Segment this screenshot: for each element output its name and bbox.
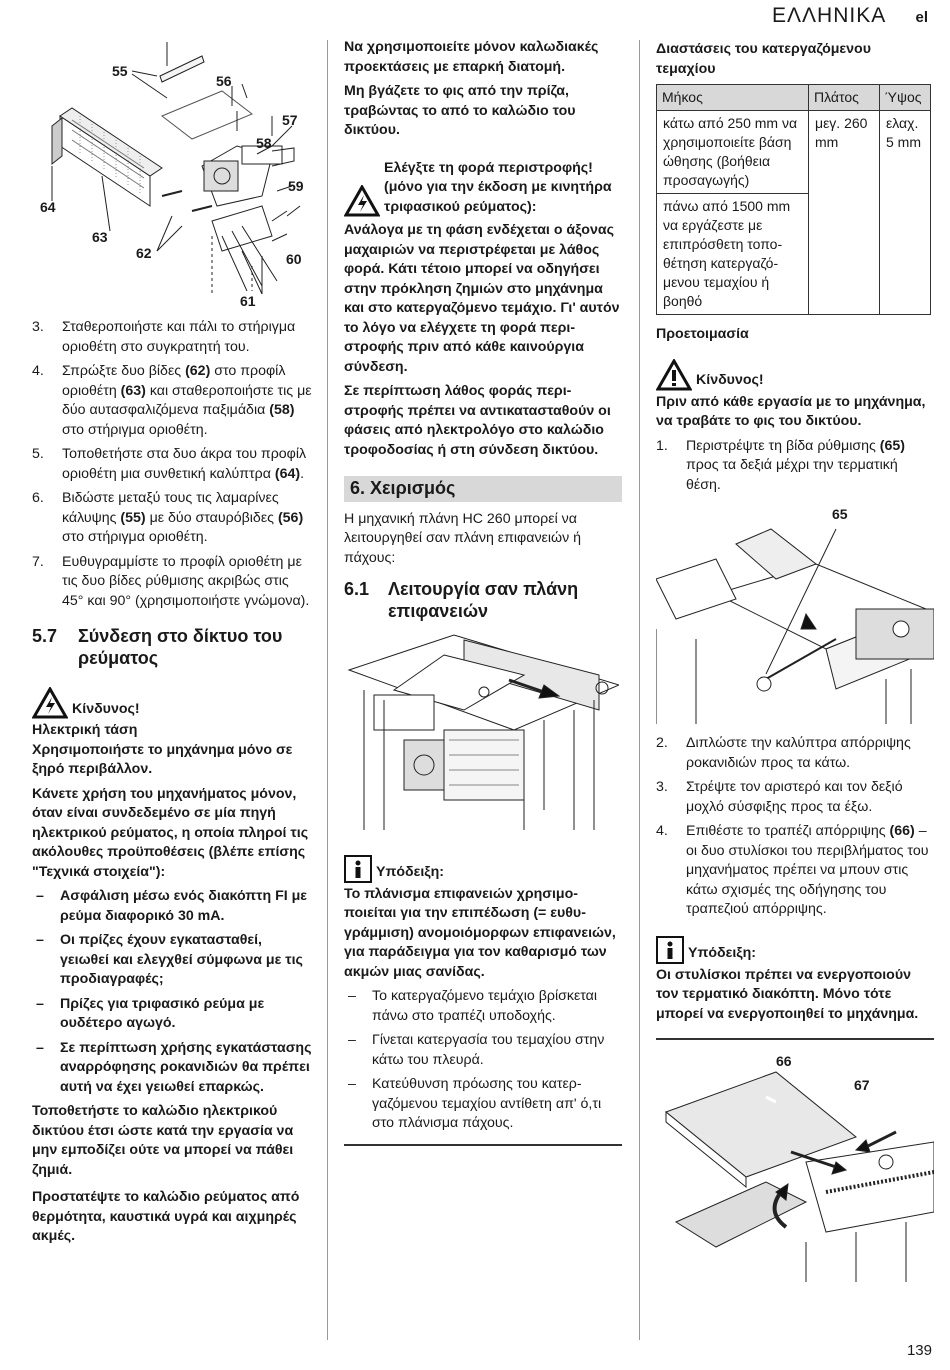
column-1: 55 56 57 58 59 60 61 62 63 64 3. Σταθεροποιήστε και πάλι το στήριγμα οριοθέτη στο συγκρατητή του. 4. Σπρώξτε δυο βίδες (62) στο προφίλ οριοθέτη (63) και σταθεροποιήστε τις με δύο αυτασφαλιζόμενα παξιμάδια (58) στο στήριγμα οριοθέτη. 5. Τοποθετήστε στα δυο άκρα του προφίλ οριοθέτη μια συνθετική καλύπτρα (64). 6. Βιδώστε μεταξύ τους τις λαμαρίνες κάλυψης (55) με δύο σταυρόβιδες (56) στο στήριγμα οριοθέτη. 7. Ευθυγραμμίστε το προφίλ οριοθέτη με τις δυο βίδες ρύθμισης ακριβώς στις 45° και 90° (χρησιμοποιήστε γνώμονα). 5.7 Σύνδεση στο δίκτυο του ρεύματος Κίνδυνος! Ηλεκτρική τάση Χρησιμοποιήστε το μηχάνημα μόνο σε ξηρό περιβάλλον. Κάνετε χρήση του μηχανήματος μόνον, όταν είναι συνδεδεμένο σε μία πηγή ηλεκτρικού ρεύματος, η οποία πληροί τις ακόλουθες προϋποθέσεις (βλέπε επίσης "Τεχνικά στοιχεία"): – Ασφάλιση μέσω ενός διακόπτη FI με ρεύμα διαφορικό 30 mA. – Οι πρίζες έχουν εγκατασταθεί, γειωθεί και ελεγχθεί σύμφωνα με τις προδιαγραφές; – Πρίζες για τριφασικό ρεύμα με ουδέτερο αγωγό. – Σε περίπτωση χρήσης εγκατάστασης αναρρόφησης ροκανιδιών θα πρέπει αυτή να έχει γειωθεί επαρκώς. Τοποθετήστε το καλώδιο ηλεκτρικού δικτύου έτσι ώστε κατά την εργασία να μην εμποδίζει ούτε να μπορεί να πάθει ζημιά. Προστατέψτε το καλώδιο ρεύματος από θερμότητα, καυστικά υγρά και αιχμηρές ακμές. [32, 0, 312, 1252]
callout-56: 56 [216, 73, 232, 89]
column-2: Να χρησιμοποιείτε μόνον καλωδιακές προεκτάσεις με επαρκή διατομή. Μη βγάζετε το φις από την πρίζα, τραβώντας το από το καλώδιο του δικτύου. Ελέγξτε τη φορά περιστροφής! (μόνο για την έκδοση με κινητήρα τριφασικού ρεύματος): Ανάλογα με τη φάση ενδέχεται ο άξονας μαχαιριών να περιστρέφεται με λάθος φορά. Κάτι τέτοιο μπορεί να οδηγήσει στην πρόκληση ζημιών στο μηχάνημα και στο κατεργαζόμενο τεμάχιο. Γι' αυτόν το λόγο να ελέγχετε τη φορά περιστροφής πριν από κάθε καινούργια σύνδεση. Σε περίπτωση λάθος φοράς περιστροφής πρέπει να αντικατασταθούν οι φάσεις από ηλεκτρολόγο στο καλώδιο τροφοδοσίας ή στη σύνδεση δικτύου. 6. Χειρισμός Η μηχανική πλάνη HC 260 μπορεί να λειτουργηθεί σαν πλάνη επιφανειών ή πάχους: 6.1 Λειτουργία σαν πλάνη επιφανειών Υπόδειξη: Το πλάνισμα επιφανειών χρησιμοποιείται για την επιπέδωση (= ευθυγράμμιση) ανομοιόμορφων επιφανειών, για παράδειγμα για τον καθαρισμό των ακμών μιας σανίδας. – Το κατεργαζόμενο τεμάχιο βρίσκεται πάνω στο τραπέζι υποδοχής. – Γίνεται κατεργασία του τεμαχίου στην κάτω του πλευρά. – Κατεύθυνση πρόωσης του κατεργαζόμενου τεμαχίου αντίθετη απ' ό,τι στο πλάνισμα πάχους. [344, 38, 622, 1146]
column-header: Ύψος [880, 85, 931, 111]
planer-table-drawing [656, 509, 934, 724]
section-heading-6: 6. Χειρισμός [344, 476, 622, 502]
ejection-table-drawing [656, 1052, 934, 1282]
callout-62: 62 [136, 245, 152, 261]
danger-heading: Κίνδυνος! [656, 359, 934, 391]
section-end-rule [344, 1144, 622, 1146]
list-item: 4. Επιθέστε το τραπέζι απόρριψης (66) – οι δυο στυλίσκοι του περιβλήματος του μηχανήματος πρέπει να μπουν στις κάτω σχισμές της οδήγησης του τραπεζιού απόρριψης. [656, 823, 929, 917]
power-requirements-list [32, 887, 312, 1097]
section-heading-5-7: 5.7 Σύνδεση στο δίκτυο του ρεύματος [32, 626, 283, 668]
list-item: – Ασφάλιση μέσω ενός διακόπτη FI με ρεύμα διαφορικό 30 mA. [36, 888, 308, 924]
callout-64: 64 [40, 199, 56, 215]
language-code: el [915, 9, 928, 26]
list-item: – Κατεύθυνση πρόωσης του κατεργαζόμενου τεμαχίου αντίθετη απ' ό,τι στο πλάνισμα πάχους. [348, 1076, 602, 1131]
rotation-warning-heading: Ελέγξτε τη φορά περιστροφής! (μόνο για την έκδοση με κινητήρα τριφασικού ρεύματος): [344, 159, 622, 218]
list-item: 2. Διπλώστε την καλύπτρα απόρριψης ροκανιδιών προς τα κάτω. [656, 735, 911, 771]
callout-66: 66 [776, 1053, 792, 1069]
surface-planing-list [344, 987, 622, 1134]
voltage-title: Ηλεκτρική τάση [32, 722, 138, 738]
table-row: πάνω από 1500 mm να εργάζεστε με επιπρόσθετη τοποθέτηση κατεργαζόμενου τεμαχίου ή βοηθό [657, 194, 931, 315]
list-item: – Σε περίπτωση χρήσης εγκατάστασης αναρρόφησης ροκανιδιών θα πρέπει αυτή να έχει γειωθεί επαρκώς. [36, 1039, 312, 1095]
preparation-steps [656, 734, 934, 920]
list-item: 1. Περιστρέψτε τη βίδα ρύθμισης (65) προς τα δεξιά μέχρι την τερματική θέση. [656, 437, 906, 493]
dimensions-title: Διαστάσεις του κατεργαζόμενου τεμαχίου [656, 41, 871, 77]
callout-65: 65 [832, 506, 848, 522]
list-item: – Γίνεται κατεργασία του τεμαχίου στην κάτω του πλευρά. [348, 1032, 605, 1068]
workpiece-dimensions-table [656, 84, 931, 315]
callout-60: 60 [286, 251, 302, 267]
table-row: κάτω από 250 mm να χρησιμοποιείτε βάση ώθησης (βοήθεια προσαγωγής) μεγ. 260 mm ελαχ. 5 mm [657, 111, 931, 194]
list-item: 4. Σπρώξτε δυο βίδες (62) στο προφίλ οριοθέτη (63) και σταθεροποιήστε τις με δύο αυτασφαλιζόμενα παξιμάδια (58) στο στήριγμα οριοθέτη. [32, 363, 312, 438]
danger-heading: Κίνδυνος! [32, 687, 312, 719]
warning-icon [656, 359, 692, 391]
list-item: – Πρίζες για τριφασικό ρεύμα με ουδέτερο αγωγό. [36, 995, 265, 1031]
callout-61: 61 [240, 293, 256, 309]
list-item: – Το κατεργαζόμενο τεμάχιο βρίσκεται πάνω στο τραπέζι υποδοχής. [348, 988, 598, 1024]
note-heading: Υπόδειξη: [656, 936, 934, 964]
fence-assembly-figure [32, 36, 312, 346]
adjusting-screw-figure [656, 506, 934, 724]
note-heading: Υπόδειξη: [344, 855, 622, 883]
list-item: 3. Στρέψτε τον αριστερό και τον δεξιό μοχλό σύσφιξης προς τα έξω. [656, 779, 903, 815]
callout-59: 59 [288, 178, 304, 194]
section-heading-6-1: 6.1 Λειτουργία σαν πλάνη επιφανειών [344, 579, 579, 621]
list-item: 7. Ευθυγραμμίστε το προφίλ οριοθέτη με τις δυο βίδες ρύθμισης ακριβώς στις 45° και 90° (χρησιμοποιήστε γνώμονα). [32, 553, 310, 609]
page-number: 139 [906, 1341, 932, 1359]
column-header: Πλάτος [809, 85, 880, 111]
callout-57: 57 [282, 112, 298, 128]
preparation-title: Προετοιμασία [656, 326, 749, 342]
chip-ejection-table-figure [656, 1052, 934, 1282]
assembly-steps [32, 318, 312, 611]
column-3: Διαστάσεις του κατεργαζόμενου τεμαχίου Μήκος Πλάτος Ύψος κάτω από 250 mm να χρησιμοποιείτε βάση ώθησης (βοήθεια προσαγωγής) μεγ. 260 mm ελαχ. 5 mm πάνω από 1500 mm να εργάζεστε με επιπρόσθετη τοποθέτηση κατεργαζόμενου τεμαχίου ή βοηθό Προετοιμασία Κίνδυνος! Πριν από κάθε εργασία με το μηχάνημα, να τραβάτε το φις του δικτύου. 1. Περιστρέψτε τη βίδα ρύθμισης (65) προς τα δεξιά μέχρι την τερματική θέση. 65 2. Διπλώστε την καλύπτρα απόρριψης ροκανιδιών προς τα κάτω. 3. Στρέψτε τον αριστερό και τον δεξιό μοχλό σύσφιξης προς τα έξω. 4. Επιθέστε το τραπέζι απόρριψης (66) – οι δυο στυλίσκοι του περιβλήματος του μηχανήματος πρέπει να μπουν στις κάτω σχισμές της οδήγησης του τραπεζιού απόρριψης. Υπόδειξη: Οι στυλίσκοι πρέπει να ενεργοποιούν τον τερματικό διακόπτη. Μόνο τότε μπορεί να ενεργοποιηθεί το μηχάνημα. 66 67 [656, 40, 934, 1282]
electric-warning-icon [344, 185, 380, 217]
fence-assembly-drawing [32, 36, 312, 311]
callout-55: 55 [112, 63, 128, 79]
list-item: 3. Σταθεροποιήστε και πάλι το στήριγμα οριοθέτη στο συγκρατητή του. [32, 319, 296, 355]
callout-63: 63 [92, 229, 108, 245]
electric-warning-icon [32, 687, 68, 719]
list-item: 6. Βιδώστε μεταξύ τους τις λαμαρίνες κάλυψης (55) με δύο σταυρόβιδες (56) στο στήριγμα οριοθέτη. [32, 490, 304, 545]
list-item: 5. Τοποθετήστε στα δυο άκρα του προφίλ οριοθέτη μια συνθετική καλύπτρα (64). [32, 446, 307, 482]
column-divider [639, 40, 640, 1340]
info-icon [656, 936, 684, 964]
section-end-rule [656, 1038, 934, 1040]
language-header: ΕΛΛΗΝΙΚΑ [772, 4, 887, 27]
column-header: Μήκος [657, 85, 809, 111]
column-divider [327, 40, 328, 1340]
list-item: – Οι πρίζες έχουν εγκατασταθεί, γειωθεί και ελεγχθεί σύμφωνα με τις προδιαγραφές; [36, 932, 303, 987]
callout-67: 67 [854, 1077, 870, 1093]
callout-58: 58 [256, 135, 272, 151]
info-icon [344, 855, 372, 883]
surface-planer-figure [344, 630, 619, 830]
